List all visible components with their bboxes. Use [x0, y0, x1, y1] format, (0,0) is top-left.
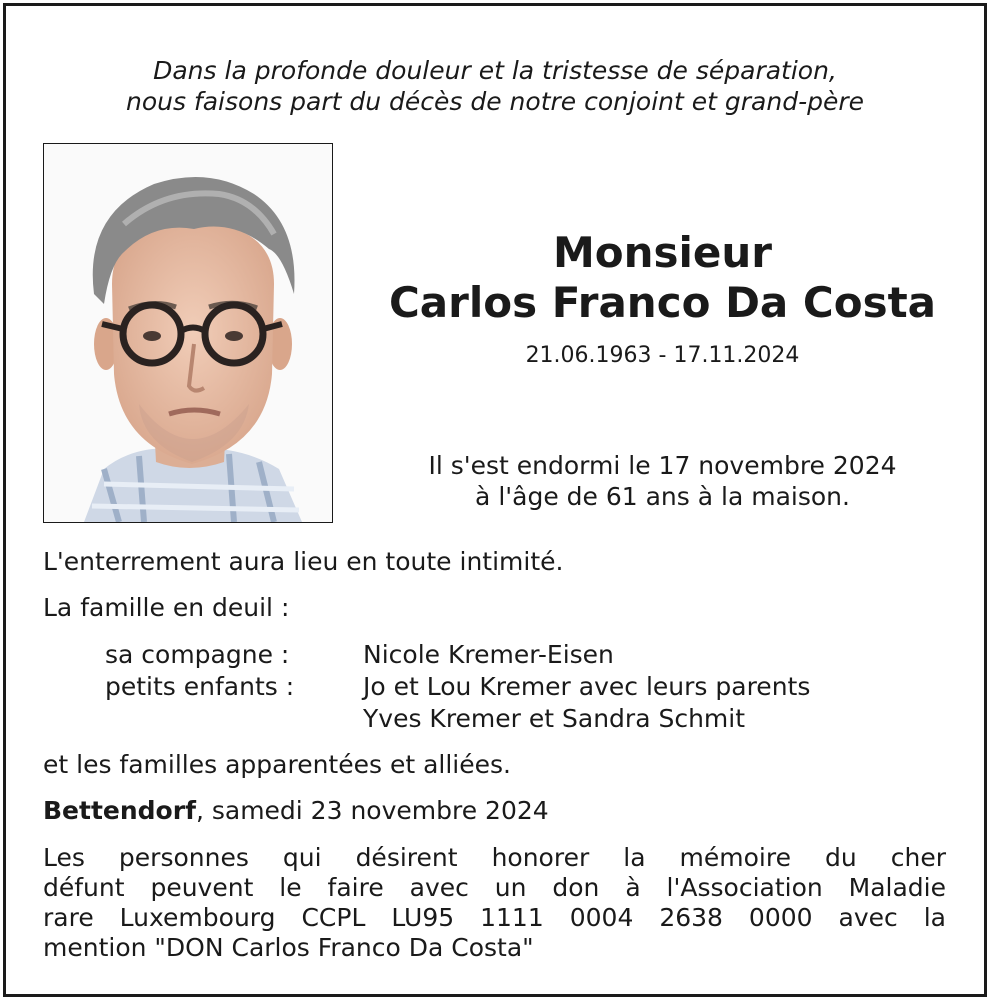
donation-line-4: mention "DON Carlos Franco Da Costa" — [43, 933, 534, 962]
intro-text — [0, 55, 990, 117]
donation-line-1: Les personnes qui désirent honorer la mémoire du cher — [43, 843, 946, 872]
family-value-grandchildren-1: Jo et Lou Kremer avec leurs parents — [363, 672, 811, 701]
deceased-name-block — [380, 228, 945, 370]
life-dates: 21.06.1963 - 17.11.2024 — [525, 343, 800, 368]
family-value-grandchildren-2: Yves Kremer et Sandra Schmit — [363, 704, 746, 733]
family-closing: et les familles apparentées et alliées. — [43, 750, 511, 779]
passing-line-1: Il s'est endormi le 17 novembre 2024 — [428, 451, 897, 480]
family-heading: La famille en deuil : — [43, 593, 290, 622]
signature-place: Bettendorf — [43, 796, 196, 825]
intro-line-1: Dans la profonde douleur et la tristesse de séparation, — [153, 56, 837, 85]
portrait-photo — [43, 143, 333, 523]
honorific: Monsieur — [552, 228, 773, 277]
signature-line — [43, 795, 549, 826]
donation-line-3: rare Luxembourg CCPL LU95 1111 0004 2638 0000 avec la — [43, 903, 946, 932]
family-label-grandchildren: petits enfants : — [105, 672, 295, 701]
family-label-partner: sa compagne : — [105, 640, 290, 669]
funeral-notice: L'enterrement aura lieu en toute intimité. — [43, 547, 564, 576]
family-value-partner: Nicole Kremer-Eisen — [363, 640, 614, 669]
intro-line-2: nous faisons part du décès de notre conjoint et grand-père — [125, 87, 865, 116]
portrait-illustration — [44, 144, 332, 522]
passing-text — [380, 450, 945, 512]
signature-date: , samedi 23 novembre 2024 — [195, 796, 549, 825]
passing-line-2: à l'âge de 61 ans à la maison. — [475, 482, 850, 511]
donation-line-2: défunt peuvent le faire avec un don à l'Association Maladie — [43, 873, 946, 902]
deceased-name: Carlos Franco Da Costa — [388, 278, 936, 327]
donation-notice — [43, 843, 946, 963]
